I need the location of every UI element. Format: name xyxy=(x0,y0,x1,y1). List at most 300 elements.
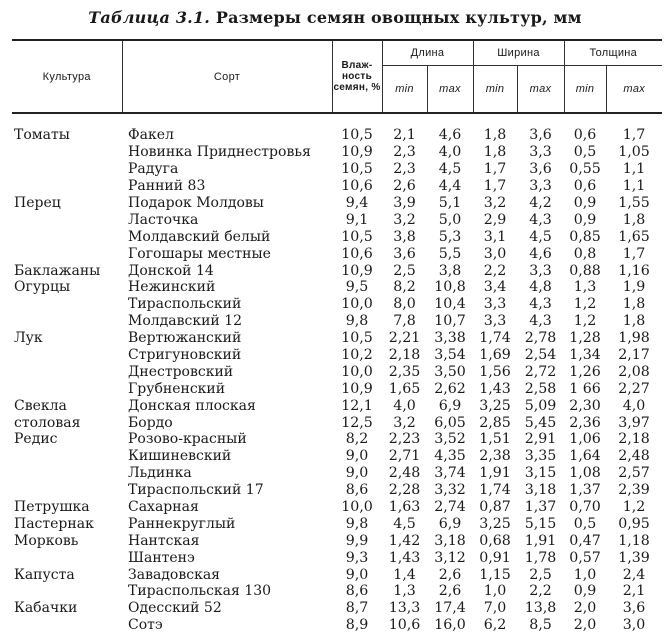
width-min-cell: 6,2 xyxy=(483,617,507,634)
width-min-cell: 2,85 xyxy=(479,414,511,431)
width-max-cell: 2,78 xyxy=(524,330,557,347)
humidity-cell: 8,2 xyxy=(345,431,369,448)
width-min-cell: 1,69 xyxy=(479,347,511,364)
humidity-cell: 9,8 xyxy=(345,515,369,532)
variety-cell: Донская плоская xyxy=(128,397,256,414)
table-caption: Размеры семян овощных культур, мм xyxy=(215,8,582,27)
length-min-cell: 2,5 xyxy=(393,262,416,279)
thickness-min-cell: 0,55 xyxy=(569,161,601,178)
culture-cell xyxy=(12,144,122,161)
header-length: Длина xyxy=(382,40,473,66)
humidity-cell: 9,4 xyxy=(345,195,369,211)
culture-cell xyxy=(12,482,122,499)
thickness-max-cell: 1,98 xyxy=(618,330,650,347)
length-max-cell: 17,4 xyxy=(434,600,466,617)
width-max-cell: 1,78 xyxy=(524,549,557,566)
thickness-max-cell: 1,8 xyxy=(622,313,646,330)
culture-cell: Петрушка xyxy=(14,499,90,516)
thickness-max-cell: 1,1 xyxy=(622,178,646,195)
thickness-max-cell: 4,0 xyxy=(622,397,646,414)
culture-cell: Лук xyxy=(14,330,43,347)
variety-cell: Нантская xyxy=(128,532,200,549)
length-min-cell: 1,43 xyxy=(388,549,421,566)
humidity-cell: 10,2 xyxy=(341,347,373,364)
width-min-cell: 1,15 xyxy=(479,566,511,583)
variety-cell: Кишиневский xyxy=(128,448,232,465)
length-max-cell: 3,12 xyxy=(434,549,466,566)
width-min-cell: 3,4 xyxy=(483,279,507,296)
length-min-cell: 8,2 xyxy=(393,279,416,296)
thickness-min-cell: 1,64 xyxy=(569,448,601,465)
length-min-cell: 4,0 xyxy=(393,397,416,414)
table-row xyxy=(12,380,662,397)
length-min-cell: 2,6 xyxy=(393,178,416,195)
humidity-cell: 9,8 xyxy=(345,313,369,330)
length-max-cell: 3,18 xyxy=(434,532,466,549)
table-row xyxy=(12,583,662,600)
thickness-max-cell: 1,7 xyxy=(622,127,646,144)
width-min-cell: 1,7 xyxy=(483,178,507,195)
table-row xyxy=(12,178,662,195)
thickness-max-cell: 1,1 xyxy=(622,161,646,178)
length-min-cell: 7,8 xyxy=(393,313,416,330)
thickness-max-cell: 2,27 xyxy=(618,380,650,397)
thickness-min-cell: 0,9 xyxy=(573,583,597,600)
width-max-cell: 13,8 xyxy=(524,600,557,617)
humidity-cell: 10,6 xyxy=(341,178,373,195)
thickness-max-cell: 3,0 xyxy=(622,617,646,634)
culture-cell: Перец xyxy=(14,195,61,211)
variety-cell: Молдавский 12 xyxy=(128,313,243,330)
width-min-cell: 1,8 xyxy=(483,127,507,144)
variety-cell: Молдавский белый xyxy=(128,228,271,245)
header-length-max: max xyxy=(427,66,473,114)
variety-cell: Вертюжанский xyxy=(128,330,242,347)
length-min-cell: 3,2 xyxy=(393,211,416,228)
humidity-cell: 9,0 xyxy=(345,465,369,482)
thickness-min-cell: 1,34 xyxy=(569,347,601,364)
header-width-max: max xyxy=(517,66,564,114)
length-min-cell: 8,0 xyxy=(393,296,416,313)
thickness-min-cell: 0,5 xyxy=(573,515,597,532)
width-min-cell: 1,0 xyxy=(483,583,507,600)
humidity-cell: 9,1 xyxy=(345,211,369,228)
culture-cell xyxy=(12,296,122,313)
length-max-cell: 5,5 xyxy=(438,245,462,262)
table-row xyxy=(12,414,662,431)
table-title xyxy=(0,8,670,27)
variety-cell: Сотэ xyxy=(128,617,163,634)
culture-cell: Огурцы xyxy=(14,279,71,296)
length-max-cell: 5,1 xyxy=(438,195,462,211)
humidity-cell: 12,1 xyxy=(341,397,373,414)
humidity-cell: 9,0 xyxy=(345,448,369,465)
length-min-cell: 13,3 xyxy=(388,600,421,617)
thickness-min-cell: 1,2 xyxy=(573,296,597,313)
header-thickness-max: max xyxy=(606,66,662,114)
width-max-cell: 5,09 xyxy=(524,397,557,414)
table-row xyxy=(12,465,662,482)
table-row xyxy=(12,431,662,448)
length-min-cell: 2,35 xyxy=(388,363,421,380)
length-max-cell: 3,32 xyxy=(434,482,466,499)
thickness-min-cell: 1,28 xyxy=(569,330,601,347)
culture-cell xyxy=(12,363,122,380)
header-humidity: Влаж-ность семян, % xyxy=(332,40,382,113)
table-row xyxy=(12,211,662,228)
width-max-cell: 3,35 xyxy=(524,448,557,465)
length-min-cell: 4,5 xyxy=(393,515,416,532)
humidity-cell: 10,5 xyxy=(341,228,373,245)
thickness-min-cell: 0,6 xyxy=(573,127,597,144)
table-row xyxy=(12,144,662,161)
thickness-max-cell: 2,08 xyxy=(618,363,650,380)
width-max-cell: 3,6 xyxy=(529,127,552,144)
length-max-cell: 3,74 xyxy=(434,465,466,482)
length-max-cell: 10,4 xyxy=(434,296,466,313)
length-max-cell: 6,05 xyxy=(434,414,466,431)
humidity-cell: 10,9 xyxy=(341,144,373,161)
table-row xyxy=(12,482,662,499)
thickness-min-cell: 1 66 xyxy=(569,380,601,397)
variety-cell: Льдинка xyxy=(128,465,192,482)
width-min-cell: 3,2 xyxy=(483,195,507,211)
thickness-max-cell: 0,95 xyxy=(618,515,650,532)
table-row xyxy=(12,228,662,245)
thickness-min-cell: 0,6 xyxy=(573,178,597,195)
thickness-min-cell: 0,47 xyxy=(569,532,601,549)
length-max-cell: 2,6 xyxy=(438,583,462,600)
length-max-cell: 2,62 xyxy=(434,380,466,397)
table-row xyxy=(12,566,662,583)
thickness-min-cell: 1,3 xyxy=(573,279,597,296)
thickness-min-cell: 1,0 xyxy=(573,566,597,583)
humidity-cell: 9,3 xyxy=(345,549,369,566)
variety-cell: Подарок Молдовы xyxy=(128,195,264,211)
width-min-cell: 3,3 xyxy=(483,296,507,313)
variety-cell: Факел xyxy=(128,127,174,144)
width-min-cell: 0,87 xyxy=(479,499,511,516)
width-max-cell: 5,45 xyxy=(524,414,557,431)
width-min-cell: 3,0 xyxy=(483,245,507,262)
width-max-cell: 3,3 xyxy=(529,178,552,195)
variety-cell: Бордо xyxy=(128,414,173,431)
culture-cell: Редис xyxy=(14,431,58,448)
table-number: Таблица 3.1. xyxy=(88,8,211,27)
culture-cell xyxy=(12,617,122,634)
humidity-cell: 12,5 xyxy=(341,414,373,431)
length-max-cell: 3,54 xyxy=(434,347,466,364)
humidity-cell: 9,0 xyxy=(345,566,369,583)
humidity-cell: 10,9 xyxy=(341,262,373,279)
width-min-cell: 2,9 xyxy=(483,211,507,228)
variety-cell: Раннекруглый xyxy=(128,515,236,532)
width-max-cell: 4,8 xyxy=(529,279,552,296)
table-row xyxy=(12,279,662,296)
table-row xyxy=(12,532,662,549)
thickness-max-cell: 2,57 xyxy=(618,465,650,482)
variety-cell: Тираспольская 130 xyxy=(128,583,272,600)
thickness-min-cell: 1,06 xyxy=(569,431,601,448)
width-max-cell: 4,3 xyxy=(529,296,552,313)
table-row xyxy=(12,313,662,330)
length-min-cell: 2,48 xyxy=(388,465,421,482)
header-variety: Сорт xyxy=(122,40,332,113)
width-min-cell: 2,2 xyxy=(483,262,507,279)
thickness-min-cell: 1,37 xyxy=(569,482,601,499)
thickness-max-cell: 2,18 xyxy=(618,431,650,448)
width-min-cell: 1,74 xyxy=(479,482,511,499)
length-max-cell: 6,9 xyxy=(438,515,462,532)
width-max-cell: 1,37 xyxy=(524,499,557,516)
culture-cell xyxy=(12,178,122,195)
humidity-cell: 10,9 xyxy=(341,380,373,397)
thickness-max-cell: 3,6 xyxy=(622,600,646,617)
table-row xyxy=(12,161,662,178)
length-min-cell: 3,6 xyxy=(393,245,416,262)
length-min-cell: 2,18 xyxy=(388,347,421,364)
thickness-max-cell: 1,8 xyxy=(622,296,646,313)
length-min-cell: 2,28 xyxy=(388,482,421,499)
culture-cell xyxy=(12,211,122,228)
width-min-cell: 3,3 xyxy=(483,313,507,330)
width-max-cell: 3,3 xyxy=(529,144,552,161)
length-max-cell: 4,0 xyxy=(438,144,462,161)
culture-cell: столовая xyxy=(14,414,81,431)
width-max-cell: 4,6 xyxy=(529,245,552,262)
length-max-cell: 3,50 xyxy=(434,363,466,380)
length-max-cell: 4,5 xyxy=(438,161,462,178)
variety-cell: Тираспольский xyxy=(128,296,242,313)
width-max-cell: 4,3 xyxy=(529,313,552,330)
length-min-cell: 1,42 xyxy=(388,532,421,549)
length-min-cell: 2,3 xyxy=(393,161,416,178)
thickness-max-cell: 1,7 xyxy=(622,245,646,262)
width-min-cell: 1,74 xyxy=(479,330,511,347)
table-row xyxy=(12,330,662,347)
thickness-max-cell: 2,1 xyxy=(622,583,646,600)
width-min-cell: 0,91 xyxy=(479,549,511,566)
variety-cell: Розово-красный xyxy=(128,431,247,448)
humidity-cell: 9,9 xyxy=(345,532,369,549)
variety-cell: Ласточка xyxy=(128,211,199,228)
width-min-cell: 1,51 xyxy=(479,431,511,448)
thickness-min-cell: 0,57 xyxy=(569,549,601,566)
variety-cell: Стригуновский xyxy=(128,347,242,364)
thickness-min-cell: 0,5 xyxy=(573,144,597,161)
length-max-cell: 3,8 xyxy=(438,262,462,279)
variety-cell: Грубненский xyxy=(128,380,226,397)
variety-cell: Шантенэ xyxy=(128,549,195,566)
width-max-cell: 3,18 xyxy=(524,482,557,499)
humidity-cell: 8,9 xyxy=(345,617,369,634)
thickness-min-cell: 0,88 xyxy=(569,262,601,279)
width-max-cell: 4,5 xyxy=(529,228,552,245)
length-max-cell: 3,52 xyxy=(434,431,466,448)
culture-cell: Кабачки xyxy=(14,600,78,617)
thickness-max-cell: 2,39 xyxy=(618,482,650,499)
length-min-cell: 1,65 xyxy=(388,380,421,397)
humidity-cell: 10,5 xyxy=(341,127,373,144)
culture-cell xyxy=(12,245,122,262)
length-min-cell: 1,63 xyxy=(388,499,421,516)
thickness-min-cell: 1,08 xyxy=(569,465,601,482)
culture-cell xyxy=(12,313,122,330)
length-min-cell: 10,6 xyxy=(388,617,421,634)
header-width-min: min xyxy=(473,66,517,114)
thickness-min-cell: 2,0 xyxy=(573,617,597,634)
thickness-min-cell: 0,8 xyxy=(573,245,597,262)
thickness-max-cell: 1,05 xyxy=(618,144,650,161)
length-min-cell: 3,2 xyxy=(393,414,416,431)
table-row xyxy=(12,397,662,414)
length-min-cell: 3,8 xyxy=(393,228,416,245)
thickness-max-cell: 3,97 xyxy=(618,414,650,431)
table-row xyxy=(12,262,662,279)
variety-cell: Новинка Приднестровья xyxy=(128,144,311,161)
humidity-cell: 8,7 xyxy=(345,600,369,617)
width-max-cell: 3,3 xyxy=(529,262,552,279)
seed-size-table xyxy=(12,39,662,634)
thickness-min-cell: 0,85 xyxy=(569,228,601,245)
width-max-cell: 2,58 xyxy=(524,380,557,397)
length-min-cell: 2,1 xyxy=(393,127,416,144)
thickness-max-cell: 2,17 xyxy=(618,347,650,364)
width-max-cell: 4,2 xyxy=(529,195,552,211)
culture-cell xyxy=(12,228,122,245)
length-max-cell: 2,6 xyxy=(438,566,462,583)
width-min-cell: 1,8 xyxy=(483,144,507,161)
thickness-min-cell: 0,70 xyxy=(569,499,601,516)
length-max-cell: 10,7 xyxy=(434,313,466,330)
thickness-max-cell: 1,55 xyxy=(618,195,650,211)
variety-cell: Тираспольский 17 xyxy=(128,482,264,499)
variety-cell: Гогошары местные xyxy=(128,245,271,262)
culture-cell xyxy=(12,380,122,397)
thickness-max-cell: 1,9 xyxy=(622,279,646,296)
width-max-cell: 8,5 xyxy=(529,617,552,634)
length-min-cell: 2,3 xyxy=(393,144,416,161)
thickness-max-cell: 1,2 xyxy=(622,499,646,516)
variety-cell: Ранний 83 xyxy=(128,178,206,195)
header-length-min: min xyxy=(382,66,427,114)
width-min-cell: 1,7 xyxy=(483,161,507,178)
table-row xyxy=(12,363,662,380)
culture-cell: Томаты xyxy=(14,127,70,144)
culture-cell: Пастернак xyxy=(14,515,94,532)
width-min-cell: 3,25 xyxy=(479,397,511,414)
thickness-max-cell: 1,18 xyxy=(618,532,650,549)
length-max-cell: 5,3 xyxy=(438,228,462,245)
humidity-cell: 10,6 xyxy=(341,245,373,262)
width-max-cell: 2,2 xyxy=(529,583,552,600)
length-min-cell: 3,9 xyxy=(393,195,416,211)
thickness-max-cell: 1,16 xyxy=(618,262,650,279)
width-max-cell: 2,91 xyxy=(524,431,557,448)
humidity-cell: 10,5 xyxy=(341,161,373,178)
width-min-cell: 1,91 xyxy=(479,465,511,482)
humidity-cell: 10,0 xyxy=(341,296,373,313)
thickness-max-cell: 2,48 xyxy=(618,448,650,465)
thickness-min-cell: 2,30 xyxy=(569,397,601,414)
culture-cell xyxy=(12,583,122,600)
table-row xyxy=(12,195,662,212)
length-max-cell: 3,38 xyxy=(434,330,466,347)
thickness-max-cell: 1,39 xyxy=(618,549,650,566)
width-min-cell: 3,1 xyxy=(483,228,507,245)
culture-cell xyxy=(12,347,122,364)
length-max-cell: 6,9 xyxy=(438,397,462,414)
width-max-cell: 2,5 xyxy=(529,566,552,583)
table-row xyxy=(12,245,662,262)
culture-cell xyxy=(12,161,122,178)
thickness-min-cell: 2,36 xyxy=(569,414,601,431)
length-min-cell: 2,23 xyxy=(388,431,421,448)
variety-cell: Одесский 52 xyxy=(128,600,222,617)
length-max-cell: 16,0 xyxy=(434,617,466,634)
table-row xyxy=(12,515,662,532)
length-max-cell: 5,0 xyxy=(438,211,462,228)
variety-cell: Днестровский xyxy=(128,363,234,380)
width-max-cell: 3,6 xyxy=(529,161,552,178)
header-width: Ширина xyxy=(473,40,564,66)
width-min-cell: 2,38 xyxy=(479,448,511,465)
thickness-min-cell: 0,9 xyxy=(573,211,597,228)
variety-cell: Нежинский xyxy=(128,279,216,296)
thickness-min-cell: 1,26 xyxy=(569,363,601,380)
table-row xyxy=(12,347,662,364)
width-max-cell: 3,15 xyxy=(524,465,557,482)
table-body xyxy=(12,113,662,634)
length-max-cell: 4,35 xyxy=(434,448,466,465)
humidity-cell: 8,6 xyxy=(345,482,369,499)
length-min-cell: 1,4 xyxy=(393,566,416,583)
width-max-cell: 2,54 xyxy=(524,347,557,364)
culture-cell: Баклажаны xyxy=(14,262,101,279)
variety-cell: Донской 14 xyxy=(128,262,214,279)
culture-cell xyxy=(12,549,122,566)
header-thickness: Толщина xyxy=(564,40,662,66)
length-min-cell: 2,21 xyxy=(388,330,421,347)
width-max-cell: 2,72 xyxy=(524,363,557,380)
culture-cell: Морковь xyxy=(14,532,79,549)
header-thickness-min: min xyxy=(564,66,606,114)
width-min-cell: 7,0 xyxy=(483,600,507,617)
table-row xyxy=(12,448,662,465)
table-row xyxy=(12,600,662,617)
width-min-cell: 1,43 xyxy=(479,380,511,397)
length-max-cell: 4,4 xyxy=(438,178,462,195)
humidity-cell: 9,5 xyxy=(345,279,369,296)
table-row xyxy=(12,617,662,634)
table-row xyxy=(12,113,662,144)
table-row xyxy=(12,499,662,516)
culture-cell xyxy=(12,465,122,482)
header-culture: Культура xyxy=(42,70,91,83)
thickness-min-cell: 0,9 xyxy=(573,195,597,211)
thickness-max-cell: 2,4 xyxy=(622,566,646,583)
culture-cell: Капуста xyxy=(14,566,75,583)
table-row xyxy=(12,549,662,566)
variety-cell: Радуга xyxy=(128,161,179,178)
width-min-cell: 3,25 xyxy=(479,515,511,532)
length-min-cell: 1,3 xyxy=(393,583,416,600)
variety-cell: Завадовская xyxy=(128,566,220,583)
width-max-cell: 5,15 xyxy=(524,515,557,532)
culture-cell: Свекла xyxy=(14,397,67,414)
width-max-cell: 1,91 xyxy=(524,532,557,549)
length-max-cell: 2,74 xyxy=(434,499,466,516)
